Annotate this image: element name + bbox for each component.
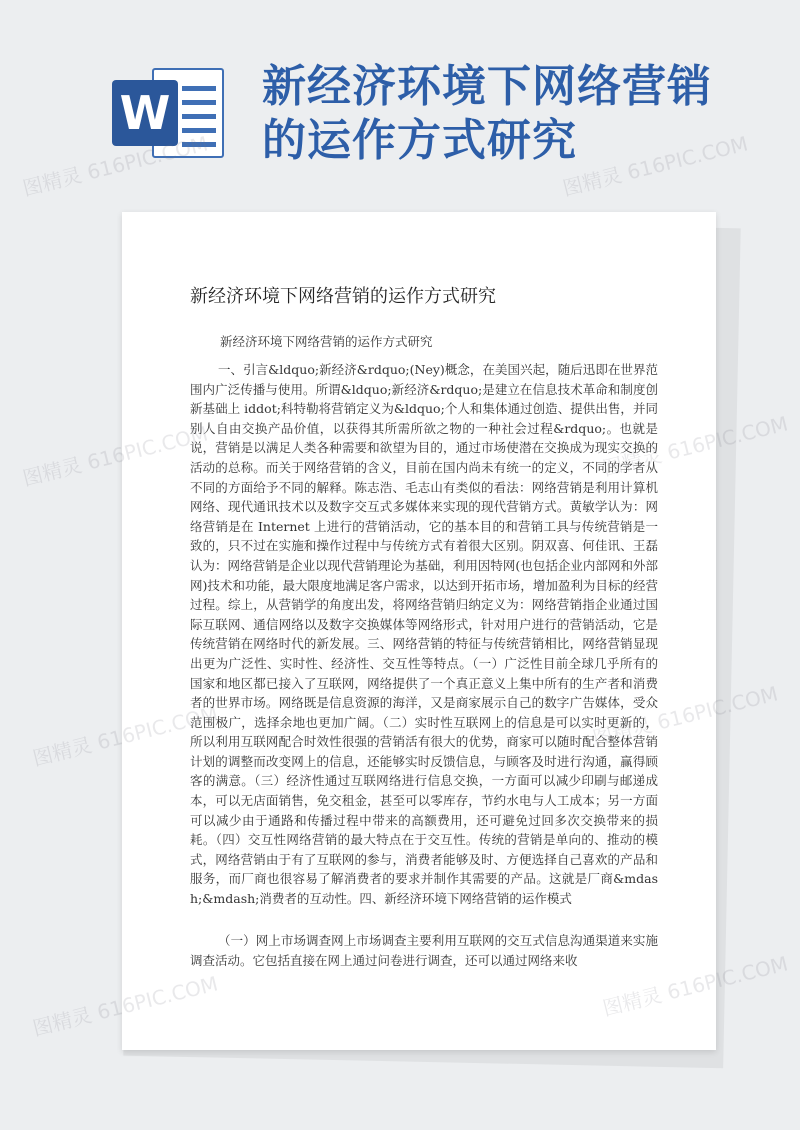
word-w-badge: W	[112, 80, 178, 146]
watermark-5: 图精灵	[30, 732, 95, 771]
banner-title	[262, 60, 782, 168]
document-paragraph-2: （一）网上市场调查网上市场调查主要利用互联网的交互式信息沟通渠道来实施调查活动。它包括直接在网上通过问卷进行调查，还可以通过网络来收	[190, 933, 658, 968]
document-paragraph-1: 一、引言&ldquo;新经济&rdquo;(Ney)概念，在美国兴起，随后迅即在世界范围内广泛传播与使用。所谓&ldquo;新经济&rdquo;是建立在信息技术革命和制度创新基础上 iddot;科特勒将营销定义为&ldquo;个人和集体通过创造、提供出售，并同别人自由交换产品价值，以获得其所需所欲之物的一种社会过程&rdquo;。也就是说，营销是以满足人类各种需要和欲望为目的，通过市场使潜在交换成为现实交换的活动的总称。而关于网络营销的含义，目前在国内尚未有统一的定义，不同的学者从不同的方面给予不同的解释。陈志浩、毛志山有类似的看法：网络营销是利用计算机网络、现代通讯技术以及数字交互式多媒体来实现的现代营销方式。黄敏学认为：网络营销是在 Internet 上进行的营销活动，它的基本目的和营销工具与传统营销是一致的，只不过在实施和操作过程中与传统方式有着很大区别。阴双喜、何佳讯、王磊认为：网络营销是企业以现代营销理论为基础，利用因特网(也包括企业内部网和外部网)技术和功能，最大限度地满足客户需求，以达到开拓市场，增加盈利为目标的经营过程。综上，从营销学的角度出发，将网络营销归纳定义为：网络营销指企业通过国际互联网、通信网络以及数字交换媒体等网络形式，针对用户进行的营销活动，它是传统营销在网络时代的新发展。三、网络营销的特征与传统营销相比，网络营销显现出更为广泛性、实时性、经济性、交互性等特点。（一）广泛性目前全球几乎所有的国家和地区都已接入了互联网，网络提供了一个真正意义上集中所有的生产者和消费者的世界市场。网络既是信息资源的海洋，又是商家展示自己的数字广告媒体，受众范围极广，选择余地也更加广阔。（二）实时性互联网上的信息是可以实时更新的，所以利用互联网配合时效性很强的营销活有很大的优势，商家可以随时配合整体营销计划的调整而改变网上的信息，还能够实时反馈信息，与顾客及时进行沟通，赢得顾客的满意。（三）经济性通过互联网络进行信息交换，一方面可以减少印刷与邮递成本，可以无店面销售，免交租金，甚至可以零库存，节约水电与人工成本；另一方面可以减少由于通路和传播过程中带来的高额费用，还可避免过回多次交换带来的损耗。（四）交互性网络营销的最大特点在于交互性。传统的营销是单向的、推动的模式，网络营销由于有了互联网的参与，消费者能够及时、方便选择自己喜欢的产品和服务，而厂商也很容易了解消费者的要求并制作其需要的产品。这就是厂商&mdash;&mdash;消费者的互动性。四、新经济环境下网络营销的运作模式	[190, 362, 658, 907]
watermark-2: 图精灵 616PIC.COM	[560, 131, 751, 201]
document-page	[122, 212, 716, 1050]
document-subtitle: 新经济环境下网络营销的运作方式研究	[220, 334, 433, 349]
word-document-icon	[112, 64, 224, 162]
watermark-7: 图精灵	[30, 1002, 95, 1041]
watermark-3: 图精灵 616PIC.COM	[20, 421, 211, 491]
watermark-8: 616PIC.COM	[664, 951, 791, 1005]
banner-title-line2: 的运作方式研究	[262, 115, 577, 166]
banner-title-line1: 新经济环境下网络营销	[262, 61, 712, 112]
header-banner	[0, 0, 800, 205]
watermark-1: 图精灵 616PIC.COM	[20, 131, 211, 201]
document-title: 新经济环境下网络营销的运作方式研究	[190, 286, 496, 307]
